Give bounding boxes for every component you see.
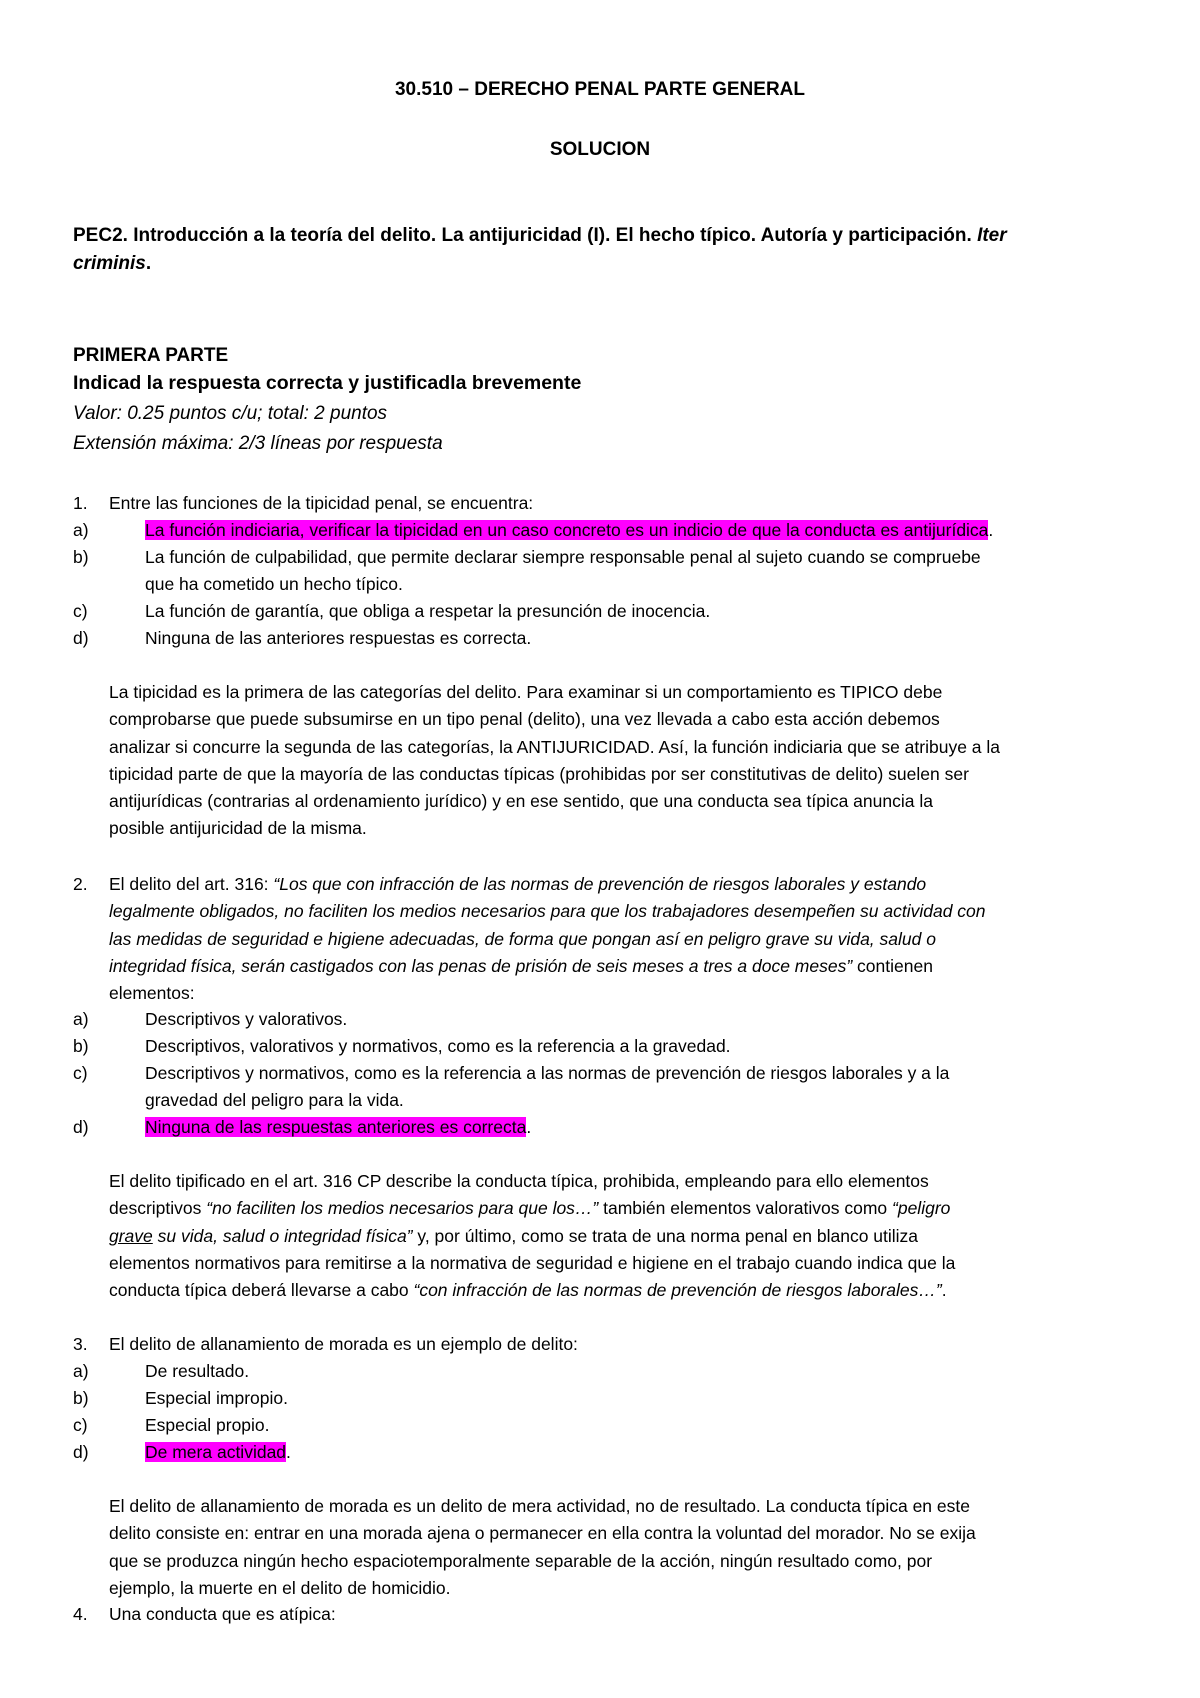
option-letter: c) — [73, 1063, 88, 1083]
option-letter: b) — [73, 547, 89, 567]
question-number: 4. — [73, 1604, 88, 1624]
option-a: De resultado. — [145, 1361, 250, 1381]
option-letter: a) — [73, 520, 89, 540]
question-text: El delito de allanamiento de morada es un ejemplo de delito: — [109, 1334, 578, 1354]
question-text: Entre las funciones de la tipicidad penal, se encuentra: — [109, 493, 534, 513]
explanation-line: analizar si concurre la segunda de las categorías, la ANTIJURICIDAD. Así, la función indiciaria que se atribuye a la — [109, 736, 1001, 757]
option-d: Ninguna de las anteriores respuestas es correcta. — [145, 628, 532, 648]
option-letter: a) — [73, 1361, 89, 1381]
question-number: 3. — [73, 1334, 88, 1354]
explanation-line: El delito de allanamiento de morada es un delito de mera actividad, no de resultado. La conducta típica en este — [109, 1496, 970, 1516]
question-number: 2. — [73, 874, 88, 894]
explanation-line: El delito tipificado en el art. 316 CP describe la conducta típica, prohibida, empleando para ello elementos — [109, 1171, 929, 1191]
question-line: elementos: — [109, 983, 195, 1004]
document-subtitle: SOLUCION — [549, 139, 651, 160]
question-line: legalmente obligados, no faciliten los medios necesarios para que los trabajadores desempeñen su actividad con — [109, 901, 986, 922]
explanation-line: conducta típica deberá llevarse a cabo “con infracción de las normas de prevención de riesgos laborales…”. — [109, 1280, 947, 1301]
explanation-line: descriptivos “no faciliten los medios necesarios para que los…” también elementos valorativos como “peligro — [109, 1198, 951, 1219]
option-letter: b) — [73, 1036, 89, 1056]
option-b: La función de culpabilidad, que permite declarar siempre responsable penal al sujeto cuando se compruebe — [145, 547, 981, 567]
course-title: 30.510 – DERECHO PENAL PARTE GENERAL — [394, 79, 805, 100]
option-c: La función de garantía, que obliga a respetar la presunción de inocencia. — [145, 601, 711, 621]
explanation-line: La tipicidad es la primera de las categorías del delito. Para examinar si un comportamiento es TIPICO debe — [109, 682, 943, 702]
explanation-line: posible antijuricidad de la misma. — [109, 818, 367, 839]
explanation-line: elementos normativos para remitirse a la normativa de seguridad e higiene en el trabajo cuando indica que la — [109, 1252, 956, 1273]
option-letter: d) — [73, 628, 89, 648]
question-line: las medidas de seguridad e higiene adecuadas, de forma que pongan así en peligro grave su vida, salud o — [109, 928, 936, 949]
option-letter: b) — [73, 1388, 89, 1408]
option-b: Descriptivos, valorativos y normativos, como es la referencia a la gravedad. — [145, 1036, 731, 1056]
part-extension: Extensión máxima: 2/3 líneas por respuesta — [73, 433, 443, 454]
pec-title-line2: criminis. — [73, 253, 152, 274]
option-a-correct: La función indiciaria, verificar la tipicidad en un caso concreto es un indicio de que la conducta es antijurídica. — [145, 520, 994, 540]
explanation-line: delito consiste en: entrar en una morada ajena o permanecer en ella contra la voluntad del morador. No se exija — [109, 1523, 976, 1544]
explanation-line: que se produzca ningún hecho espaciotemporalmente separable de la acción, ningún resultado como, por — [109, 1550, 933, 1571]
option-letter: d) — [73, 1117, 89, 1137]
q3-explanation — [109, 1493, 1139, 1602]
option-letter: c) — [73, 1415, 88, 1435]
question-text: Una conducta que es atípica: — [109, 1604, 336, 1624]
option-d-correct: De mera actividad. — [145, 1442, 291, 1462]
option-letter: a) — [73, 1009, 89, 1029]
option-d-correct: Ninguna de las respuestas anteriores es correcta. — [145, 1117, 532, 1137]
option-a: Descriptivos y valorativos. — [145, 1009, 348, 1029]
part-title: PRIMERA PARTE — [73, 345, 229, 366]
option-letter: d) — [73, 1442, 89, 1462]
explanation-line: ejemplo, la muerte en el delito de homicidio. — [109, 1577, 451, 1598]
explanation-line: antijurídicas (contrarias al ordenamiento jurídico) y en ese sentido, que una conducta sea típica anuncia la — [109, 791, 933, 812]
explanation-line: comprobarse que puede subsumirse en un tipo penal (delito), una vez llevada a cabo esta acción debemos — [109, 709, 940, 730]
q2-question — [109, 871, 1139, 1007]
option-c: Especial propio. — [145, 1415, 270, 1435]
pec-title-line1: PEC2. Introducción a la teoría del delito. La antijuricidad (I). El hecho típico. Autoría y participación. Iter — [73, 225, 1007, 246]
part-value: Valor: 0.25 puntos c/u; total: 2 puntos — [73, 403, 388, 424]
explanation-line: tipicidad parte de que la mayoría de las conductas típicas (prohibidas por ser constitutivas de delito) suelen ser — [109, 763, 969, 784]
question-line: El delito del art. 316: “Los que con infracción de las normas de prevención de riesgos laborales y estando — [109, 874, 927, 894]
question-number: 1. — [73, 493, 88, 513]
explanation-line: grave su vida, salud o integridad física” y, por último, como se trata de una norma penal en blanco utiliza — [109, 1225, 919, 1246]
q2-explanation — [109, 1168, 1139, 1304]
q1-explanation — [109, 679, 1139, 843]
option-c-continued: gravedad del peligro para la vida. — [145, 1090, 404, 1110]
option-b-continued: que ha cometido un hecho típico. — [145, 574, 403, 594]
part-instruction: Indicad la respuesta correcta y justificadla brevemente — [73, 372, 582, 394]
question-line: integridad física, serán castigados con las penas de prisión de seis meses a tres a doce meses” contienen — [109, 955, 933, 976]
option-b: Especial impropio. — [145, 1388, 288, 1408]
option-c: Descriptivos y normativos, como es la referencia a las normas de prevención de riesgos laborales y a la — [145, 1063, 950, 1083]
option-letter: c) — [73, 601, 88, 621]
